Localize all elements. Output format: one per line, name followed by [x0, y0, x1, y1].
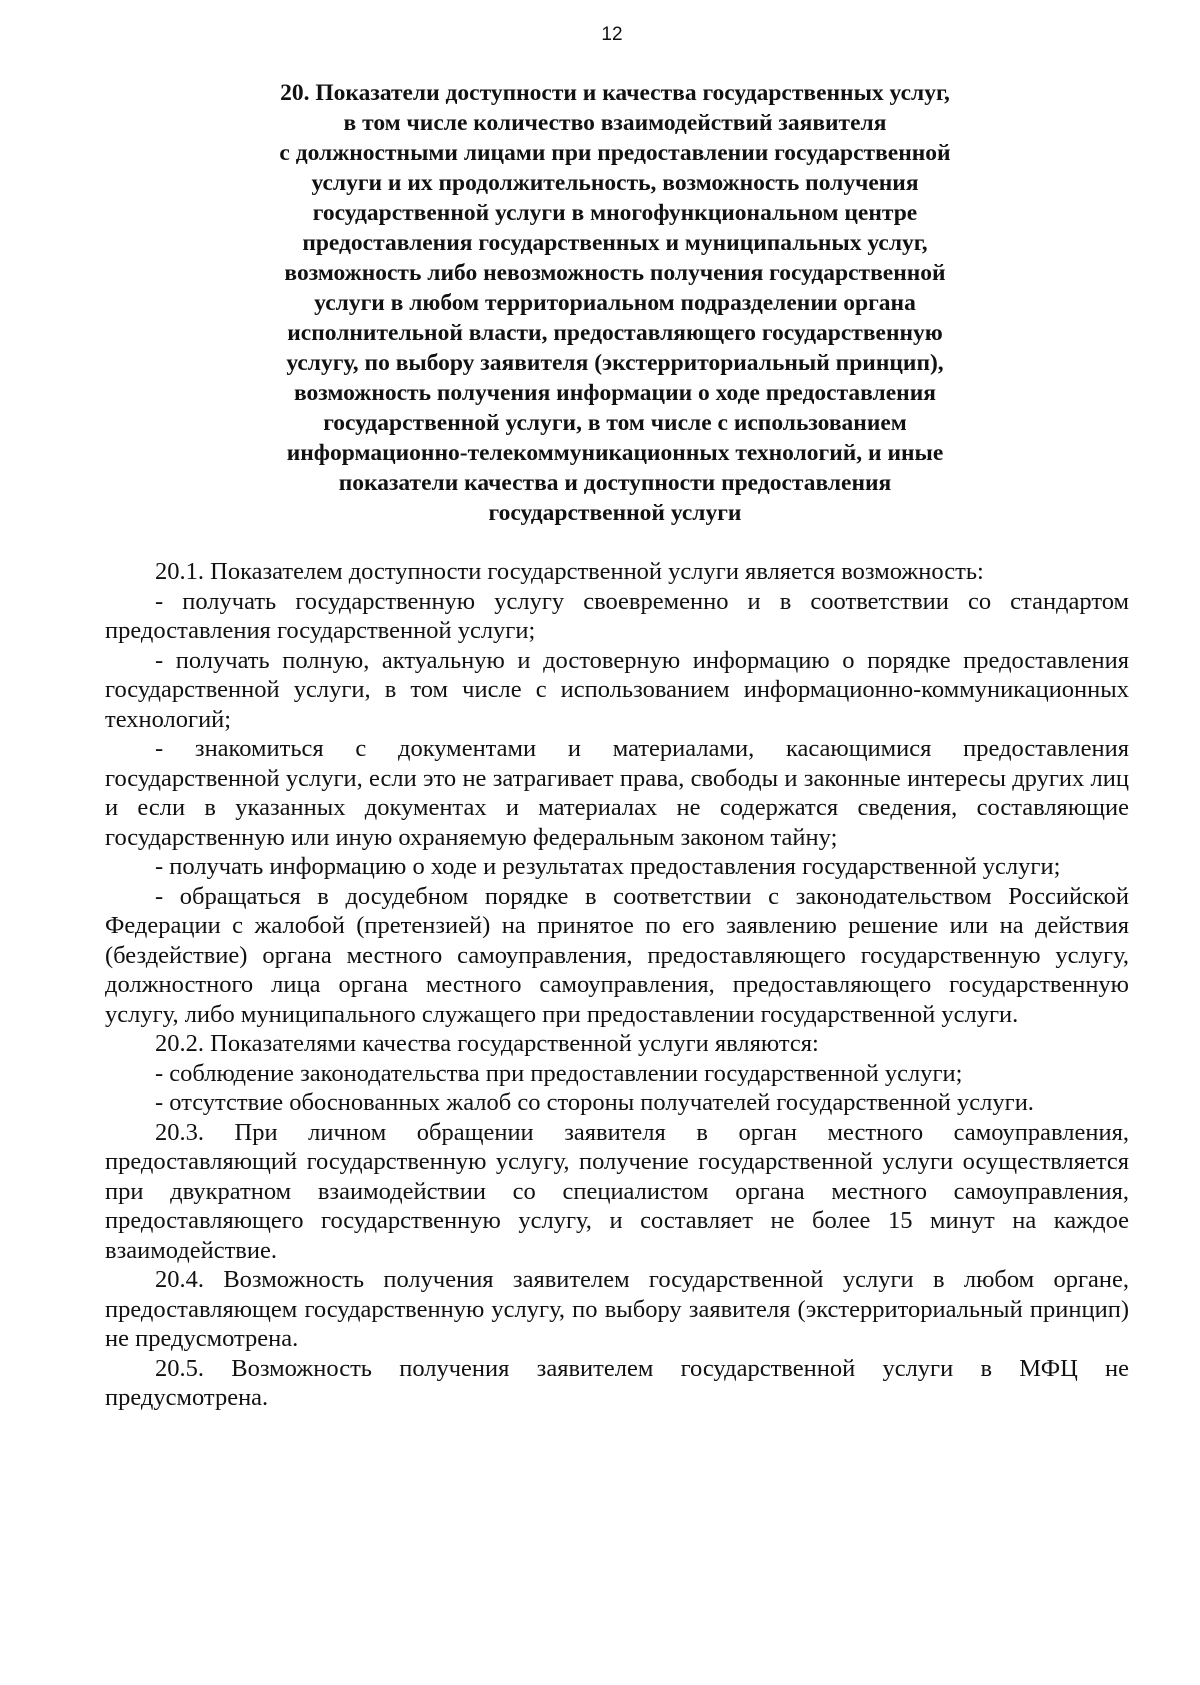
list-item: - знакомиться с документами и материалами, касающимися предоставления государственной услуги, если это не затрагивает права, свободы и законные интересы других лиц и если в указанных документах и материалах не содержатся сведения, составляющие государственную или иную охраняемую федеральным законом тайну; [105, 735, 1129, 851]
paragraph-20-3: 20.3. При личном обращении заявителя в орган местного самоуправления, предоставляющий государственную услугу, получение государственной услуги осуществляется при двукратном взаимодействии со специалистом органа местного самоуправления, предоставляющего государственную услугу, и составляет не более 15 минут на каждое взаимодействие. [105, 1118, 1129, 1264]
paragraph-20-4: 20.4. Возможность получения заявителем государственной услуги в любом органе, предоставляющем государственную услугу, по выбору заявителя (экстерриториальный принцип) не предусмотрена. [105, 1266, 1129, 1352]
heading-line: услуги и их продолжительность, возможность получения [311, 170, 919, 196]
heading-line: в том числе количество взаимодействий заявителя [343, 110, 887, 136]
list-item: - получать полную, актуальную и достоверную информацию о порядке предоставления государственной услуги, в том числе с использованием информационно-коммуникационных технологий; [105, 646, 1129, 733]
list-item: - отсутствие обоснованных жалоб со стороны получателей государственной услуги. [155, 1089, 1034, 1116]
heading-line: с должностными лицами при предоставлении государственной [279, 140, 951, 166]
list-item: - получать государственную услугу своевременно и в соответствии со стандартом предоставления государственной услуги; [105, 587, 1129, 644]
paragraph-20-5: 20.5. Возможность получения заявителем государственной услуги в МФЦ не предусмотрена. [105, 1354, 1129, 1411]
heading-line: услугу, по выбору заявителя (экстерриториальный принцип), [286, 350, 944, 376]
page-number: 12 [601, 24, 623, 45]
heading-line: показатели качества и доступности предоставления [338, 470, 892, 496]
heading-line: предоставления государственных и муниципальных услуг, [302, 230, 928, 256]
section-heading [150, 78, 1080, 528]
list-item: - обращаться в досудебном порядке в соответствии с законодательством Российской Федерации с жалобой (претензией) на принятое по его заявлению решение или на действия (бездействие) органа местного самоуправления, предоставляющего государственную услугу, должностного лица органа местного самоуправления, предоставляющего государственную услугу, либо муниципального служащего при предоставлении государственной услуги. [105, 882, 1129, 1028]
body-text [105, 557, 1129, 1413]
list-item: - получать информацию о ходе и результатах предоставления государственной услуги; [155, 853, 1061, 880]
heading-line: возможность либо невозможность получения государственной [284, 260, 946, 286]
list-item: - соблюдение законодательства при предоставлении государственной услуги; [155, 1059, 963, 1087]
heading-line: информационно-телекоммуникационных технологий, и иные [286, 440, 944, 466]
heading-line: исполнительной власти, предоставляющего государственную [287, 320, 943, 346]
paragraph-20-1: 20.1. Показателем доступности государственной услуги является возможность: [155, 558, 984, 585]
heading-line: 20. Показатели доступности и качества государственных услуг, [280, 80, 950, 106]
heading-line: государственной услуги в многофункциональном центре [312, 200, 918, 226]
paragraph-20-2: 20.2. Показателями качества государственной услуги являются: [155, 1030, 819, 1057]
heading-line: государственной услуги, в том числе с использованием [323, 410, 907, 436]
heading-line: государственной услуги [488, 500, 742, 526]
heading-line: возможность получения информации о ходе предоставления [294, 380, 936, 406]
heading-line: услуги в любом территориальном подразделении органа [314, 290, 916, 316]
